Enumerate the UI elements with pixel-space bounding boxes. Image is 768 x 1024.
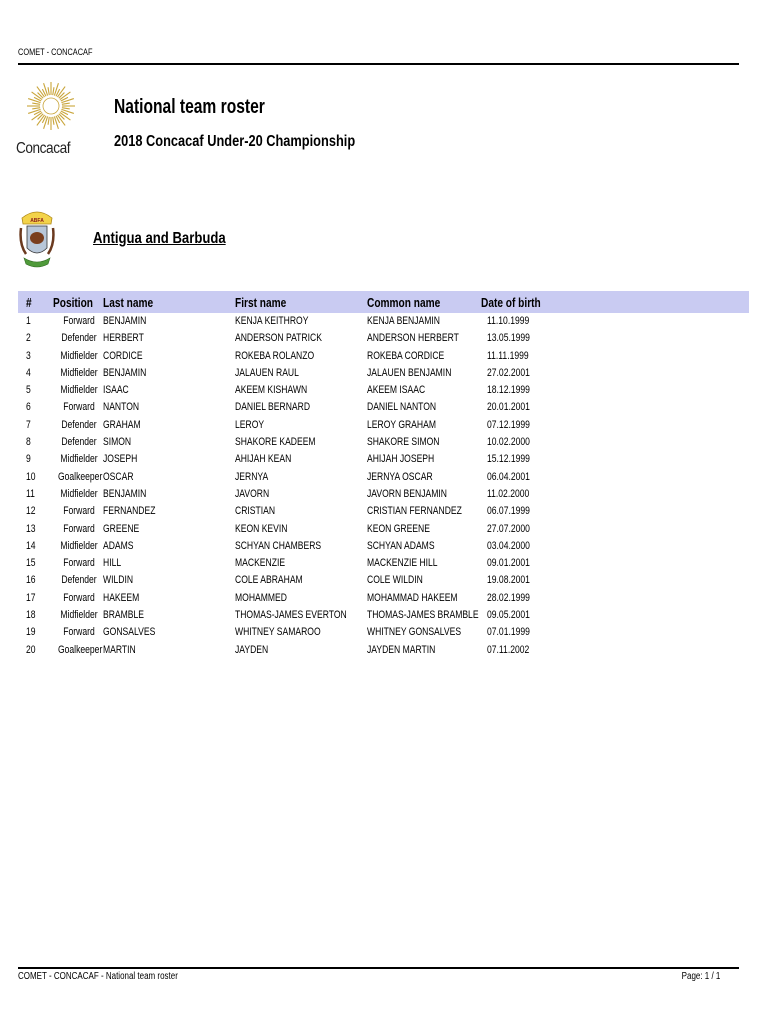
row-position: Midfielder — [60, 366, 98, 379]
table-row — [18, 417, 749, 434]
row-position: Midfielder — [60, 487, 98, 500]
row-number: 7 — [26, 418, 31, 431]
row-number: 13 — [26, 522, 36, 535]
row-last-name: GRAHAM — [103, 418, 141, 431]
row-position: Forward — [63, 401, 95, 414]
row-number: 19 — [26, 626, 36, 639]
row-common-name: CRISTIAN FERNANDEZ — [367, 505, 462, 518]
team-name: Antigua and Barbuda — [93, 230, 226, 247]
row-first-name: MACKENZIE — [235, 557, 286, 570]
row-number: 1 — [26, 315, 31, 327]
row-number: 4 — [26, 366, 31, 379]
row-last-name: SIMON — [103, 436, 132, 449]
row-number: 2 — [26, 332, 31, 345]
row-first-name: AHIJAH KEAN — [235, 453, 292, 466]
row-first-name: CRISTIAN — [235, 505, 276, 518]
row-first-name: MOHAMMED — [235, 591, 287, 604]
table-row — [18, 486, 749, 503]
row-position: Midfielder — [60, 609, 98, 622]
table-body — [18, 313, 749, 659]
row-number: 11 — [26, 487, 35, 500]
row-common-name: JAVORN BENJAMIN — [367, 487, 447, 500]
row-common-name: DANIEL NANTON — [367, 401, 437, 414]
header-rule — [18, 63, 739, 65]
row-first-name: COLE ABRAHAM — [235, 574, 303, 587]
table-row — [18, 521, 749, 538]
row-last-name: HERBERT — [103, 332, 144, 345]
row-common-name: THOMAS-JAMES BRAMBLE — [367, 609, 479, 622]
table-row — [18, 624, 749, 641]
document-header: COMET - CONCACAF — [18, 47, 93, 57]
row-number: 20 — [26, 643, 36, 656]
table-row — [18, 503, 749, 520]
row-date-of-birth: 07.01.1999 — [487, 626, 530, 639]
row-common-name: JAYDEN MARTIN — [367, 643, 436, 656]
row-first-name: JERNYA — [235, 470, 269, 483]
table-row — [18, 382, 749, 399]
table-row — [18, 469, 749, 486]
row-common-name: SCHYAN ADAMS — [367, 539, 435, 552]
row-number: 15 — [26, 557, 36, 570]
row-first-name: JALAUEN RAUL — [235, 366, 299, 379]
row-last-name: HAKEEM — [103, 591, 140, 604]
col-header-first-name: First name — [235, 295, 287, 310]
row-position: Forward — [63, 522, 95, 535]
page-number: Page: 1 / 1 — [681, 971, 720, 982]
row-number: 9 — [26, 453, 31, 466]
row-first-name: SCHYAN CHAMBERS — [235, 539, 322, 552]
row-number: 16 — [26, 574, 36, 587]
col-header-num: # — [26, 295, 32, 310]
row-position: Forward — [63, 626, 95, 639]
table-row — [18, 313, 749, 330]
row-number: 3 — [26, 349, 31, 362]
row-date-of-birth: 27.02.2001 — [487, 366, 530, 379]
row-position: Defender — [61, 332, 97, 345]
row-date-of-birth: 19.08.2001 — [487, 574, 530, 587]
row-common-name: MOHAMMAD HAKEEM — [367, 591, 458, 604]
row-last-name: HILL — [103, 557, 122, 570]
table-row — [18, 642, 749, 659]
row-position: Midfielder — [60, 453, 98, 466]
row-common-name: JALAUEN BENJAMIN — [367, 366, 452, 379]
row-last-name: BENJAMIN — [103, 487, 147, 500]
row-date-of-birth: 10.02.2000 — [487, 436, 530, 449]
sun-emblem-icon — [26, 78, 76, 138]
row-last-name: GREENE — [103, 522, 140, 535]
row-common-name: LEROY GRAHAM — [367, 418, 436, 431]
table-row — [18, 330, 749, 347]
row-last-name: BRAMBLE — [103, 609, 145, 622]
row-first-name: WHITNEY SAMAROO — [235, 626, 321, 639]
row-date-of-birth: 07.12.1999 — [487, 418, 530, 431]
table-row — [18, 451, 749, 468]
row-common-name: MACKENZIE HILL — [367, 557, 438, 570]
row-number: 8 — [26, 436, 31, 449]
table-row — [18, 348, 749, 365]
row-last-name: BENJAMIN — [103, 366, 147, 379]
row-last-name: ISAAC — [103, 384, 129, 397]
concacaf-logo — [16, 78, 74, 164]
row-position: Midfielder — [60, 349, 98, 362]
col-header-common-name: Common name — [367, 295, 441, 310]
row-date-of-birth: 28.02.1999 — [487, 591, 530, 604]
team-crest — [18, 204, 56, 274]
row-common-name: COLE WILDIN — [367, 574, 423, 587]
row-last-name: MARTIN — [103, 643, 136, 656]
row-position: Goalkeeper — [57, 643, 103, 656]
row-date-of-birth: 13.05.1999 — [487, 332, 530, 345]
table-header — [18, 291, 749, 313]
row-date-of-birth: 20.01.2001 — [487, 401, 530, 414]
row-position: Midfielder — [60, 384, 98, 397]
row-date-of-birth: 03.04.2000 — [487, 539, 530, 552]
row-first-name: KENJA KEITHROY — [235, 315, 309, 327]
row-number: 10 — [26, 470, 36, 483]
row-position: Forward — [63, 591, 95, 604]
row-first-name: ROKEBA ROLANZO — [235, 349, 315, 362]
table-row — [18, 434, 749, 451]
row-date-of-birth: 06.07.1999 — [487, 505, 530, 518]
row-common-name: ANDERSON HERBERT — [367, 332, 459, 345]
row-last-name: NANTON — [103, 401, 140, 414]
row-position: Defender — [61, 574, 97, 587]
row-position: Goalkeeper — [57, 470, 103, 483]
row-last-name: JOSEPH — [103, 453, 138, 466]
row-first-name: THOMAS-JAMES EVERTON — [235, 609, 347, 622]
row-position: Midfielder — [60, 539, 98, 552]
row-last-name: WILDIN — [103, 574, 134, 587]
row-position: Forward — [63, 557, 95, 570]
crest-label: ABFA — [30, 218, 44, 224]
row-last-name: BENJAMIN — [103, 315, 147, 327]
footer-rule — [18, 967, 739, 969]
row-date-of-birth: 09.05.2001 — [487, 609, 530, 622]
row-position: Defender — [61, 418, 97, 431]
row-common-name: KEON GREENE — [367, 522, 430, 535]
row-common-name: WHITNEY GONSALVES — [367, 626, 462, 639]
row-date-of-birth: 07.11.2002 — [487, 643, 530, 656]
row-number: 14 — [26, 539, 36, 552]
table-row — [18, 572, 749, 589]
row-last-name: ADAMS — [103, 539, 134, 552]
row-date-of-birth: 11.02.2000 — [487, 487, 530, 500]
row-position: Defender — [61, 436, 97, 449]
table-row — [18, 555, 749, 572]
row-last-name: CORDICE — [103, 349, 143, 362]
row-first-name: KEON KEVIN — [235, 522, 288, 535]
row-date-of-birth: 06.04.2001 — [487, 470, 530, 483]
row-common-name: ROKEBA CORDICE — [367, 349, 445, 362]
logo-wordmark: Concacaf — [16, 140, 71, 157]
page-subtitle: 2018 Concacaf Under-20 Championship — [114, 133, 356, 150]
table-row — [18, 365, 749, 382]
row-first-name: LEROY — [235, 418, 265, 431]
row-last-name: FERNANDEZ — [103, 505, 156, 518]
row-common-name: AKEEM ISAAC — [367, 384, 426, 397]
row-date-of-birth: 11.11.1999 — [487, 349, 529, 362]
row-date-of-birth: 18.12.1999 — [487, 384, 530, 397]
row-common-name: SHAKORE SIMON — [367, 436, 440, 449]
table-row — [18, 590, 749, 607]
row-first-name: ANDERSON PATRICK — [235, 332, 322, 345]
row-position: Forward — [63, 315, 95, 327]
footer-source: COMET - CONCACAF - National team roster — [18, 971, 178, 982]
table-row — [18, 399, 749, 416]
table-row — [18, 538, 749, 555]
row-first-name: DANIEL BERNARD — [235, 401, 311, 414]
row-number: 17 — [26, 591, 36, 604]
crest-icon — [18, 204, 56, 274]
row-common-name: KENJA BENJAMIN — [367, 315, 440, 327]
row-number: 6 — [26, 401, 31, 414]
row-date-of-birth: 15.12.1999 — [487, 453, 530, 466]
row-number: 12 — [26, 505, 36, 518]
row-common-name: AHIJAH JOSEPH — [367, 453, 435, 466]
row-date-of-birth: 27.07.2000 — [487, 522, 530, 535]
row-date-of-birth: 11.10.1999 — [487, 315, 530, 327]
row-first-name: JAYDEN — [235, 643, 269, 656]
row-first-name: SHAKORE KADEEM — [235, 436, 316, 449]
row-last-name: OSCAR — [103, 470, 134, 483]
row-date-of-birth: 09.01.2001 — [487, 557, 530, 570]
row-number: 5 — [26, 384, 31, 397]
table-row — [18, 607, 749, 624]
col-header-date-of-birth: Date of birth — [481, 295, 541, 310]
col-header-position: Position — [53, 295, 93, 310]
row-first-name: JAVORN — [235, 487, 270, 500]
row-position: Forward — [63, 505, 95, 518]
roster-table — [18, 291, 749, 659]
col-header-last-name: Last name — [103, 295, 154, 310]
page-title: National team roster — [114, 96, 265, 118]
row-common-name: JERNYA OSCAR — [367, 470, 433, 483]
row-first-name: AKEEM KISHAWN — [235, 384, 308, 397]
row-last-name: GONSALVES — [103, 626, 156, 639]
row-number: 18 — [26, 609, 36, 622]
